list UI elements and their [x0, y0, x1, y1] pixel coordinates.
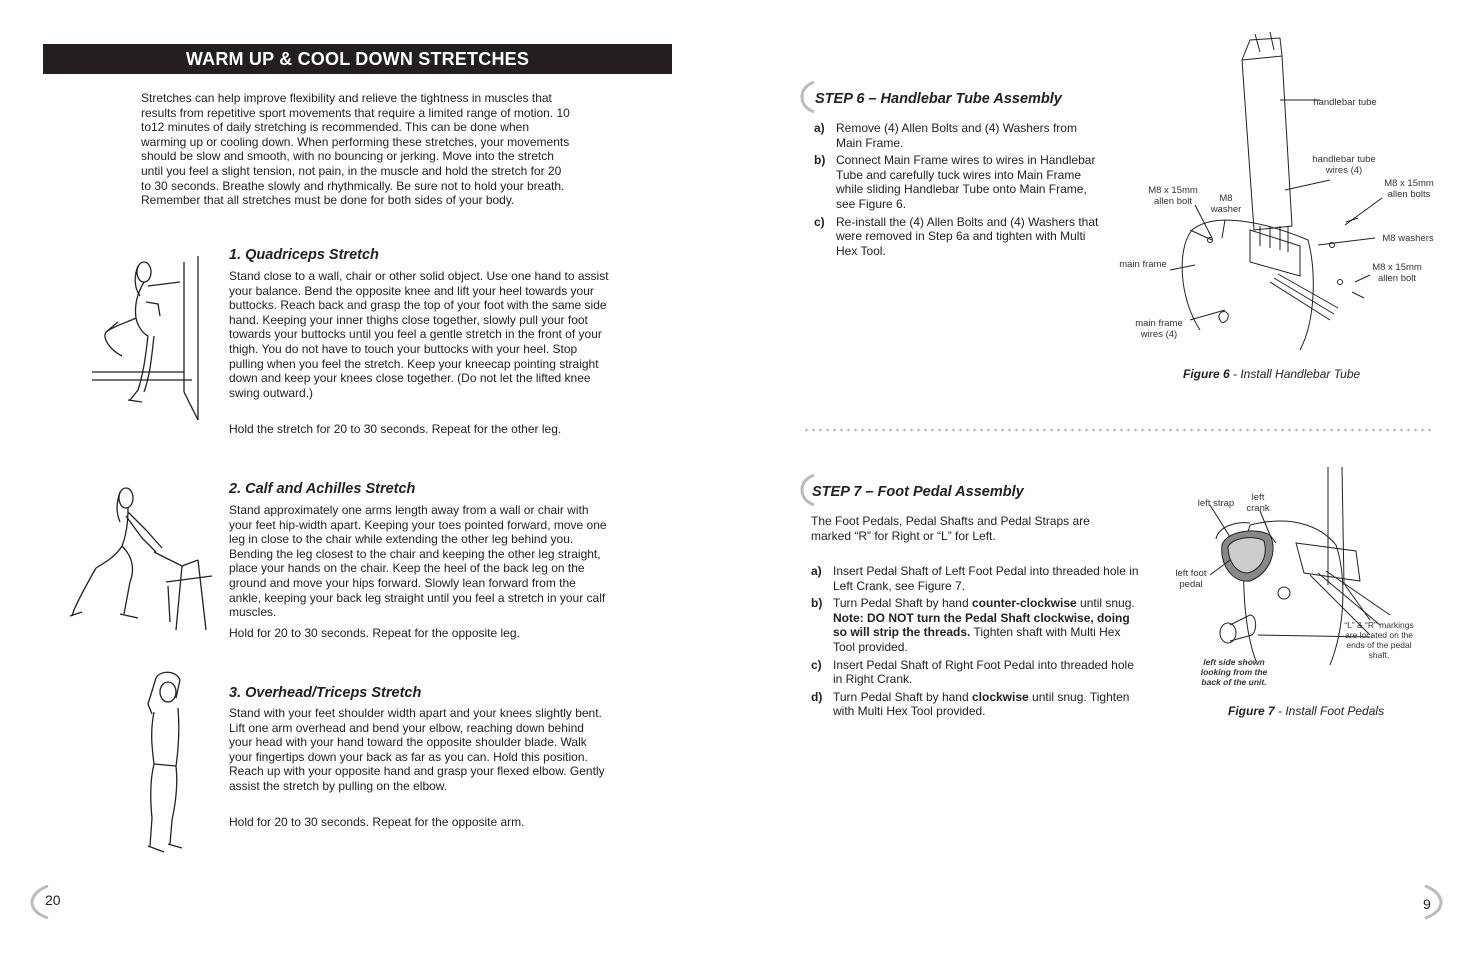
- figure-label: M8 x 15mm allen bolt: [1372, 262, 1422, 284]
- figure-label: handlebar tube wires (4): [1312, 154, 1376, 176]
- step-title: STEP 6 – Handlebar Tube Assembly: [815, 91, 1062, 107]
- figure-label: M8 x 15mm allen bolts: [1384, 178, 1434, 200]
- figure-label: left foot pedal: [1175, 568, 1207, 590]
- step-6-instructions: [814, 121, 1104, 261]
- instruction-item: a) Remove (4) Allen Bolts and (4) Washers from Main Frame.: [814, 121, 1077, 150]
- figure-label: M8 washer: [1210, 193, 1242, 215]
- section-banner: WARM UP & COOL DOWN STRETCHES: [43, 44, 672, 74]
- stretch-body: Stand close to a wall, chair or other solid object. Use one hand to assist your balance. Bend the opposite knee and lift your heel towards your buttocks. Reach back and grasp the top of your foot with the same side hand. Keeping your inner thighs close together, slowly pull your foot towards your buttocks until you feel a gentle stretch in the front of your thigh. You do not have to touch your buttocks with your heel. Stop pulling when you feel the stretch. Keep your kneecap pointing straight down and keep your knees close together. (Do not let the lifted knee swing outward.): [229, 269, 609, 400]
- page-number-bracket-icon: [1421, 884, 1443, 920]
- figure-label: left side shown looking from the back of the unit.: [1200, 657, 1268, 687]
- instruction-item: b) Turn Pedal Shaft by hand counter-clockwise until snug. Note: DO NOT turn the Pedal Shaft clockwise, doing so will strip the threads. Tighten shaft with Multi Hex Tool provided.: [811, 596, 1135, 654]
- instruction-item: c) Re-install the (4) Allen Bolts and (4) Washers that were removed in Step 6a and tighten with Multi Hex Tool.: [814, 214, 1099, 258]
- page-number: 20: [45, 892, 61, 908]
- figure-label: M8 washers: [1382, 233, 1434, 244]
- figure-6-caption: Figure 6 - Install Handlebar Tube: [1183, 367, 1361, 381]
- quadriceps-stretch-illustration: [88, 252, 200, 420]
- stretch-body: Stand approximately one arms length away from a wall or chair with your feet hip-width apart. Keeping your toes pointed forward, move one leg in close to the chair while extending the other leg behind you. Bending the leg closest to the chair and keeping the other leg straight, place your hands on the chair. Keep the heel of the back leg on the ground and move your hips forward. Slowly lean forward from the ankle, keeping your back leg straight until you feel a stretch in your calf muscles.: [229, 503, 607, 620]
- figure-label: M8 x 15mm allen bolt: [1148, 185, 1198, 207]
- stretch-body: Stand with your feet shoulder width apart and your knees slightly bent. Lift one arm overhead and bend your elbow, reaching down behind your head with your hand toward the opposite shoulder blade. Walk your fingertips down your back as far as you can. Hold this position. Reach up with your opposite hand and grasp your flexed elbow. Gently assist the stretch by pulling on the elbow.: [229, 706, 605, 793]
- instruction-item: d) Turn Pedal Shaft by hand clockwise until snug. Tighten with Multi Hex Tool provided.: [811, 689, 1130, 719]
- section-divider: [803, 428, 1435, 432]
- figure-label: “L” & “R” markings are located on the ends of the pedal shaft.: [1344, 620, 1414, 660]
- figure-label: handlebar tube: [1313, 97, 1377, 108]
- figure-label: main frame wires (4): [1135, 318, 1183, 340]
- stretch-title: 3. Overhead/Triceps Stretch: [229, 685, 422, 701]
- instruction-item: b) Connect Main Frame wires to wires in Handlebar Tube and carefully tuck wires into Main Frame while sliding Handlebar Tube onto Main Frame, see Figure 6.: [814, 153, 1096, 211]
- page-number: 9: [1423, 896, 1431, 912]
- stretch-hold-text: Hold for 20 to 30 seconds. Repeat for the opposite arm.: [229, 815, 525, 829]
- intro-paragraph: Stretches can help improve flexibility and relieve the tightness in muscles that results from repetitive sport movements that require a limited range of motion. 10 to12 minutes of daily stretching is recommended. This can be done when warming up or cooling down. When performing these stretches, your movements should be slow and smooth, with no bouncing or jerking. Move into the stretch until you feel a slight tension, not pain, in the muscle and hold the stretch for 20 to 30 seconds. Breathe slowly and rhythmically. Be sure not to hold your breath. Remember that all stretches must be done for both sides of your body.: [141, 91, 570, 208]
- stretch-hold-text: Hold the stretch for 20 to 30 seconds. Repeat for the other leg.: [229, 422, 562, 436]
- figure-7-caption: Figure 7 - Install Foot Pedals: [1228, 704, 1385, 718]
- step-title: STEP 7 – Foot Pedal Assembly: [812, 484, 1024, 500]
- stretch-title: 1. Quadriceps Stretch: [229, 247, 379, 263]
- stretch-hold-text: Hold for 20 to 30 seconds. Repeat for the opposite leg.: [229, 626, 520, 640]
- overhead-triceps-stretch-illustration: [136, 668, 192, 858]
- figure-label: left strap: [1197, 498, 1235, 509]
- calf-achilles-stretch-illustration: [66, 482, 214, 632]
- step-7-intro: The Foot Pedals, Pedal Shafts and Pedal Straps are marked “R” for Right or “L” for Left.: [811, 514, 1090, 543]
- stretch-title: 2. Calf and Achilles Stretch: [229, 481, 416, 497]
- figure-label: main frame: [1119, 259, 1167, 270]
- step-7-instructions: [811, 564, 1141, 722]
- figure-label: left crank: [1246, 492, 1270, 514]
- step-bracket-icon: [800, 80, 816, 114]
- instruction-item: c) Insert Pedal Shaft of Right Foot Pedal into threaded hole in Right Crank.: [811, 657, 1134, 687]
- instruction-item: a) Insert Pedal Shaft of Left Foot Pedal into threaded hole in Left Crank, see Figure 7.: [811, 564, 1139, 593]
